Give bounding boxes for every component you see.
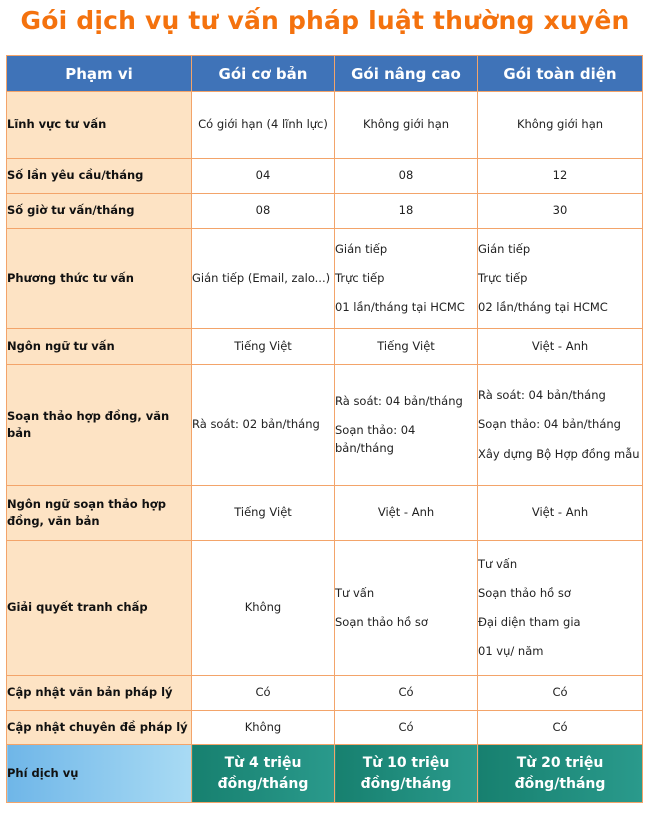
cell-basic <box>192 365 335 486</box>
cell-advanced <box>335 676 478 711</box>
row-label: Lĩnh vực tư vấn <box>7 92 192 159</box>
table-row <box>7 676 643 711</box>
cell-advanced <box>335 159 478 194</box>
cell-basic <box>192 486 335 541</box>
cell-text: Trực tiếp <box>335 270 385 285</box>
cell-text: Tiếng Việt <box>234 338 292 353</box>
table-row <box>7 229 643 329</box>
cell-text: Có <box>552 685 568 700</box>
cell-text: Gián tiếp <box>478 241 531 256</box>
cell-text: Gián tiếp <box>335 241 388 256</box>
cell-text: Không giới hạn <box>362 117 450 132</box>
table-row <box>7 329 643 365</box>
cell-text: Tư vấn <box>478 556 518 571</box>
cell-text: Soạn thảo: 04 bản/tháng <box>478 417 621 432</box>
fee-text: đồng/tháng <box>217 775 309 792</box>
cell-advanced <box>335 92 478 159</box>
row-label: Ngôn ngữ soạn thảo hợp đồng, văn bản <box>7 486 192 541</box>
table-row <box>7 486 643 541</box>
cell-comprehensive <box>478 92 643 159</box>
cell-text: Trực tiếp <box>478 270 528 285</box>
cell-basic <box>192 329 335 365</box>
cell-text: Không giới hạn <box>516 117 604 132</box>
table-row <box>7 711 643 745</box>
fee-text: đồng/tháng <box>360 775 452 792</box>
cell-text: Rà soát: 04 bản/tháng <box>335 394 463 409</box>
cell-basic <box>192 711 335 745</box>
cell-text: 02 lần/tháng tại HCMC <box>478 300 608 315</box>
cell-text: Tiếng Việt <box>234 505 292 520</box>
cell-text: 18 <box>398 203 414 218</box>
cell-text: 30 <box>552 203 568 218</box>
cell-comprehensive <box>478 194 643 229</box>
cell-basic <box>192 194 335 229</box>
cell-basic <box>192 159 335 194</box>
table-row <box>7 92 643 159</box>
fee-label: Phí dịch vụ <box>7 745 192 803</box>
cell-text: Xây dựng Bộ Hợp đồng mẫu <box>478 446 640 461</box>
cell-comprehensive <box>478 486 643 541</box>
cell-advanced <box>335 194 478 229</box>
cell-text: Việt - Anh <box>377 505 435 520</box>
cell-text: Tư vấn <box>335 585 375 600</box>
cell-basic <box>192 92 335 159</box>
fee-text: Từ 4 triệu <box>224 755 302 772</box>
cell-text: Việt - Anh <box>531 338 589 353</box>
cell-text: Đại diện tham gia <box>478 615 581 629</box>
header-scope: Phạm vi <box>7 56 192 92</box>
header-comprehensive-package: Gói toàn diện <box>478 56 643 92</box>
cell-text: 01 lần/tháng tại HCMC <box>335 300 465 315</box>
row-label: Giải quyết tranh chấp <box>7 541 192 676</box>
cell-comprehensive <box>478 365 643 486</box>
cell-comprehensive <box>478 329 643 365</box>
cell-text: Soạn thảo hồ sơ <box>478 585 571 600</box>
fee-text: đồng/tháng <box>514 775 606 792</box>
cell-text: Rà soát: 04 bản/tháng <box>478 388 606 403</box>
cell-text: Rà soát: 02 bản/tháng <box>192 417 320 432</box>
table-row <box>7 541 643 676</box>
cell-text: Có giới hạn (4 lĩnh lực) <box>198 117 328 132</box>
cell-advanced <box>335 229 478 329</box>
cell-text: Có <box>398 719 414 734</box>
table-row <box>7 159 643 194</box>
cell-text: 12 <box>552 168 568 183</box>
cell-advanced <box>335 365 478 486</box>
cell-text: Có <box>552 719 568 734</box>
row-label: Số giờ tư vấn/tháng <box>7 194 192 229</box>
fee-advanced <box>335 745 478 803</box>
cell-basic <box>192 229 335 329</box>
row-label: Cập nhật chuyên đề pháp lý <box>7 711 192 745</box>
cell-text: Việt - Anh <box>531 505 589 520</box>
pricing-table <box>6 55 643 803</box>
cell-text: Gián tiếp (Email, zalo...) <box>192 270 331 285</box>
cell-text: Không <box>244 600 282 615</box>
table-row <box>7 194 643 229</box>
cell-advanced <box>335 541 478 676</box>
header-row <box>7 56 643 92</box>
cell-basic <box>192 676 335 711</box>
cell-comprehensive <box>478 711 643 745</box>
row-label: Phương thức tư vấn <box>7 229 192 329</box>
cell-text: Soạn thảo: 04 bản/tháng <box>335 423 416 455</box>
fee-basic <box>192 745 335 803</box>
cell-text: Không <box>244 719 282 734</box>
cell-text: Tiếng Việt <box>377 338 435 353</box>
cell-text: Có <box>255 685 271 700</box>
page-title: Gói dịch vụ tư vấn pháp luật thường xuyên <box>20 6 630 35</box>
fee-comprehensive <box>478 745 643 803</box>
header-basic-package: Gói cơ bản <box>192 56 335 92</box>
cell-comprehensive <box>478 229 643 329</box>
cell-text: 08 <box>398 168 414 183</box>
cell-text: 08 <box>255 203 271 218</box>
cell-basic <box>192 541 335 676</box>
cell-advanced <box>335 711 478 745</box>
row-label: Số lần yêu cầu/tháng <box>7 159 192 194</box>
row-label: Cập nhật văn bản pháp lý <box>7 676 192 711</box>
cell-text: 01 vụ/ năm <box>478 644 544 659</box>
fee-text: Từ 10 triệu <box>362 755 450 772</box>
row-label: Ngôn ngữ tư vấn <box>7 329 192 365</box>
cell-text: Có <box>398 685 414 700</box>
cell-text: Soạn thảo hồ sơ <box>335 615 428 629</box>
fee-text: Từ 20 triệu <box>516 755 604 772</box>
cell-advanced <box>335 486 478 541</box>
header-advanced-package: Gói nâng cao <box>335 56 478 92</box>
cell-text: 04 <box>255 168 271 183</box>
cell-comprehensive <box>478 676 643 711</box>
table-row <box>7 365 643 486</box>
fee-row <box>7 745 643 803</box>
row-label: Soạn thảo hợp đồng, văn bản <box>7 365 192 486</box>
cell-advanced <box>335 329 478 365</box>
cell-comprehensive <box>478 159 643 194</box>
cell-comprehensive <box>478 541 643 676</box>
